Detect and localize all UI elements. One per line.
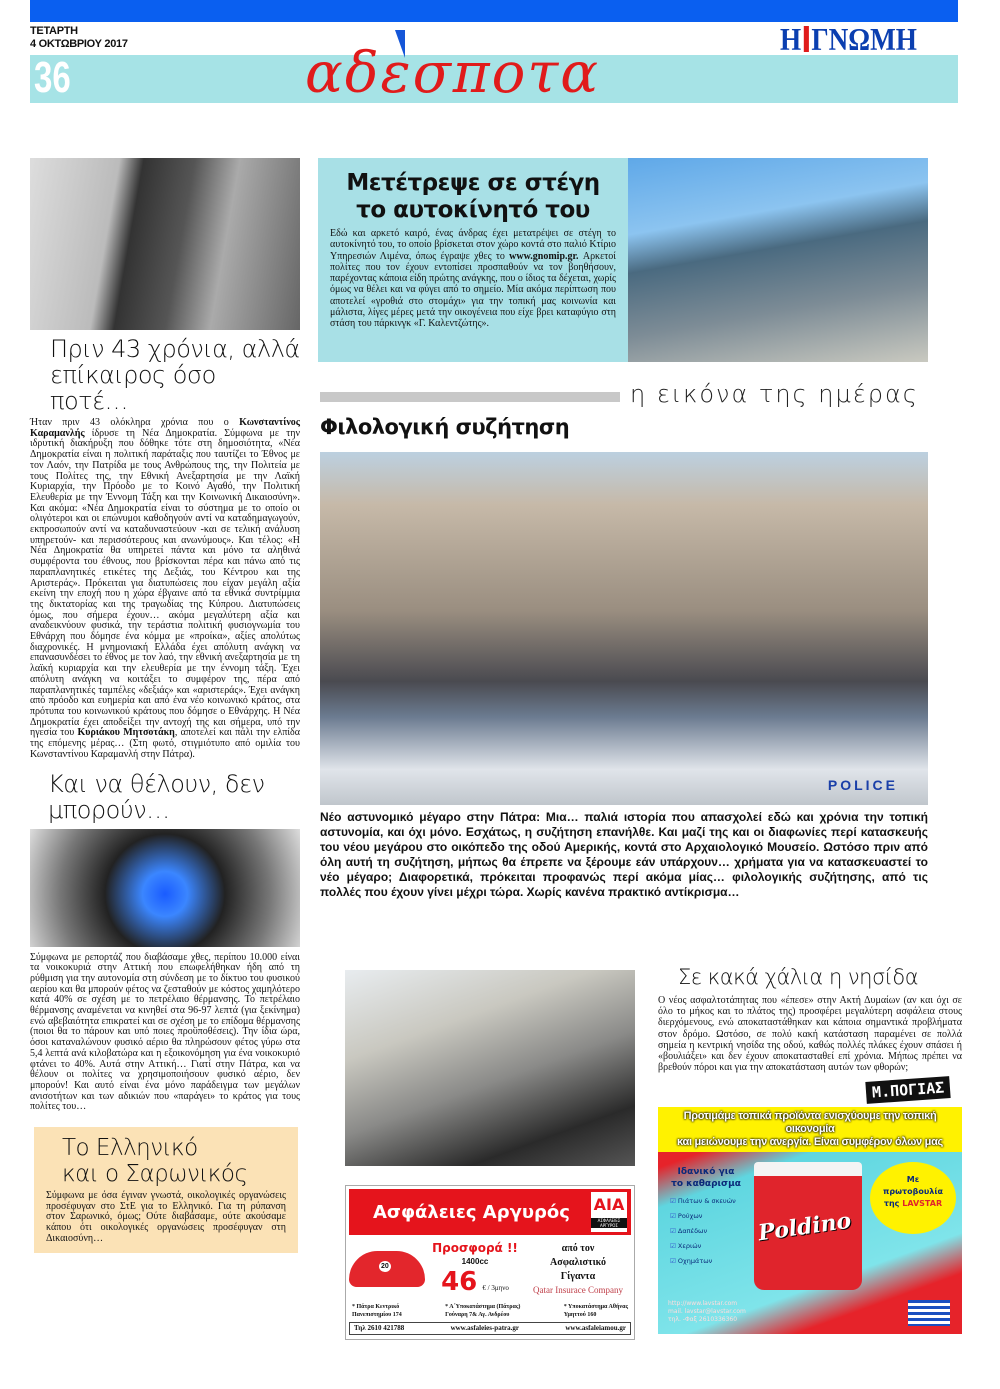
left-column [30,158,300,1253]
price: 46 [441,1267,478,1297]
article-body: Ο νέος ασφαλτοτάπητας που «έπεσε» στην Ακτή Δυμαίων (αν και όχι σε όλο το μήκος και το πλάτος της) προσφέρει μεγαλύτερη ασφάλεια στους διερχόμενους, ενώ αποκαταστάθηκαν και κάποια σημαντικά προβλήματα στον δρόμο. Ωστόσο, σε πολύ κακή κατάσταση παραμένει σε πολλά σημεία η κεντρική νησίδα της οδού, καθώς πολλές πλάκες έχουν σπάσει ή «βουλιάξει» και δεν έχουν αποκατασταθεί επί χρόνια. Μήπως πρέπει να βρεθούν πόροι και για την αποκατάσταση αυτών των φθορών; [658,995,962,1074]
karamanlis-photo [30,158,300,330]
issue-date [30,25,128,51]
branch: * Πάτρα Κεντρικό Πανεπιστημίου 174 [352,1304,402,1318]
offer-label: Προσφορά !! [432,1241,518,1255]
company-name: Qatar Insurace Company [533,1285,623,1295]
article-title: Μετέτρεψε σε στέγη το αυτοκίνητό του [346,170,600,223]
website-link: www.gnomip.gr. [509,250,579,262]
website-link[interactable]: www.asfaleiamou.gr [565,1324,626,1332]
article-title: Σε κακά χάλια η νησίδα [678,965,919,989]
use-item: ☑ Δαπέδων [670,1227,708,1236]
date: 4 ΟΚΤΩΒΡΙΟΥ 2017 [30,38,128,50]
phone: Τηλ 2610 421788 [354,1324,405,1332]
insurance-ad[interactable] [345,1185,635,1340]
sidebar-box [34,1127,298,1253]
offer-block [431,1241,519,1297]
right-bottom-column [658,964,962,1334]
article-body: Ήταν πριν 43 ολόκληρα χρόνια που ο Κωνσταντίνος Καραμανλής ίδρυσε τη Νέα Δημοκρατία. Σύμφωνα με την ιδρυτική διακήρυξη που δόθηκε τότε στη δημοσιότητα, «Νέα Δημοκρατία είναι η πολιτική παράταξις που ταυτίζει το Έθνος με τον Λαόν, την Πατρίδα με τους Ανθρώπους της, την Πολιτεία με τους Πολίτες της, την Εθνική Ανεξαρτησία με την Λαϊκή Κυριαρχία, την Πρόοδο με το Κοινό Αγαθό, την Πολιτική Ελευθερία με την Έννομη Τάξη και την Κοινωνική Δικαιοσύνη». Και ακόμα: «Νέα Δημοκρατία είναι το σύστημα με το οποίο οι ολιγότεροι και οι επώνυμοι καθοδηγούν αντί να καταδημαγωγούν, εκπροσωπούν αντί να καταδυναστεύουν -και σε τελική ανάλυση υπηρετούν- και περισσότερους και ανωνύμους». Και τέλος: «Η Νέα Δημοκρατία θα υπηρετεί πάντα και μόνο τα αληθινά συμφέροντα του έθνους, που βρίσκονται πέρα και πάνω από τις παραπλανητικές ετικέτες της Δεξιάς, του Κέντρου και της Αριστεράς». Πρόκειται για διατυπώσεις που είχαν μεγάλη αξία εκείνη την εποχή που η χώρα έβγαινε από τα εθνικά συντρίμμια της δικτατορίας και της τραγωδίας της Κύπρου. Διατυπώσεις όμως, που σήμερα έχουν… ακόμα μεγαλύτερη αξία και αναδεικνύουν φυσικά, την τεράστια πολιτική φυσιογνωμία του Εθνάρχη που δόμησε ένα κόμμα με «προίκα», αξίες απολύτως διαχρονικές. Η μνημονιακή Ελλάδα έχει απόλυτη ανάγκη να επανασυνδέσει το έθνος με τον λαό, την εθνική ανεξαρτησία με τη λαϊκή κυριαρχία και την ελευθερία με την έννομη τάξη. Έχει απόλυτη ανάγκη να κοιτάξει το συμφέρον της, πέρα από παραπλανητικές ταμπέλες «δεξιάς» και «αριστεράς». Έχει ανάγκη από πρόοδο και ευημερία και από ένα νέο κοινωνικό κράτος, στα πρότυπα του κοινωνικού κράτους που δόμησε ο Εθνάρχης. Η Νέα Δημοκρατία έχει αποδείξει την αντοχή της και σήμερα, υπό την ηγεσία του Κυριάκου Μητσοτάκη, αποτελεί και πάλι την ελπίδα της επόμενης μέρας… (Στη φωτό, στιγμιότυπο από ομιλία του Κωνσταντίνου Καραμανλή στην Πάτρα). [30,417,301,760]
picture-caption: Νέο αστυνομικό μέγαρο στην Πάτρα: Μια… παλιά ιστορία που απασχολεί εδώ και χρόνια την τοπική αστυνομία, και όχι μόνο. Εσχάτως, η συζήτηση επανήλθε. Και μαζί της και οι διαφωνίες περί κατασκευής του νέου μεγάρου στο οικόπεδο της οδού Αμερικής, κοντά στο Αρχαιολογικό Μουσείο. Ωστόσο πριν από όλη αυτή τη συζήτηση, μήπως θα έπρεπε να ξέρουμε εάν υπάρχουν… χρήματα για να κατασκευαστεί το νέο μέγαρο; Διαφορετικά, πρόκειται προφανώς περί ακόμα μίας… φιλολογικής συζήτησης, από τις πολλές που έχουν γίνει μέχρι τώρα. Χωρίς κανένα πρακτικό αντίκρισμα… [320,810,928,899]
featured-box [318,158,628,362]
initiative-badge: Με πρωτοβουλία της LAVSTAR [870,1162,956,1234]
divider-bar [320,392,620,402]
aia-logo: ΑΙΑ ΑΣΦΑΛΕΙΕΣ ΑΡΓΥΡΟΣ [591,1192,627,1232]
traffic-island-photo [345,970,635,1166]
article-body: Σύμφωνα με ρεπορτάζ που διαβάσαμε χθες, περίπου 10.000 είναι τα νοικοκυριά στην Αττική που επωφελήθηκαν ήδη από τη ρύθμιση για την αυτονομία στη σύνδεση με το δίκτυο του φυσικού αερίου και θα μπορούν φέτος να ζεσταθούν με κόστος χαμηλότερο κατά 40% σε σχέση με το πετρέλαιο θέρμανσης. Το πετρέλαιο θέρμανσης αναμένεται να κινηθεί στα 96-97 λεπτά (για ξεκίνημα) ενώ αβεβαιότητα επικρατεί και σε σχέση με το επίδομα θέρμανσης (ποιοι θα το πάρουν και υπό ποιες προϋποθέσεις). Την ίδια ώρα, όσοι καταναλώνουν φυσικό αέριο θα πληρώσουν φέτος γύρω στα 5,4 λεπτά ανά κιλοβατώρα και η εξοικονόμηση για ένα νοικοκυριό φτάνει το 40%. Αυτά στην Αττική… Γιατί στην Πάτρα, και να θέλουν οι πολίτες να χρησιμοποιήσουν φυσικό αέριο, δεν μπορούν! Και αυτό είναι ένα μόνο παράδειγμα των μεγάλων ανισοτήτων και των αδικιών που «παράγει» το κράτος για τους πολίτες του… [30,951,300,1113]
picture-of-day-label: η εικόνα της ημέρας [630,380,919,408]
engine-cc: 1400cc [461,1257,489,1266]
police-car-text: POLICE [827,777,898,793]
article-title: Και να θέλουν, δεν μπορούν… [48,769,265,824]
ad-header [349,1189,631,1235]
ad-tagline: από τον Ασφαλιστικό Γίγαντα Qatar Insurace Company [525,1242,631,1296]
use-item: ☑ Ρούχων [670,1212,703,1221]
lavstar-ad[interactable] [658,1107,962,1334]
greek-flag-icon [908,1300,950,1326]
offer-row [349,1241,631,1297]
price-unit: € / 3μηνο [482,1284,509,1292]
author-byline: Μ.ΠΟΓΙΑΣ [865,1077,951,1105]
ideal-for: Ιδανικό για το καθαρισμα [671,1167,741,1190]
website-link[interactable]: www.asfaleies-patra.gr [450,1324,519,1332]
section-title: αδεσποτα [305,41,601,106]
police-building-photo [320,452,928,805]
ad-title: Ασφάλειες Αργυρός [373,1201,570,1223]
contact-info: http://www.lavstar.com mail. lavstar@lavstar.com τηλ. -Φαξ 2610336360 [668,1300,746,1324]
port-building-photo [628,158,928,362]
top-color-bar [30,0,958,22]
newspaper-logo: Η ΓΝΩΜΗ [780,21,917,57]
branches [349,1303,631,1319]
poldino-bucket-icon: Poldino [754,1162,862,1290]
use-item: ☑ Χεριών [670,1242,702,1251]
ad-body [658,1152,962,1334]
gas-flame-house-image [30,829,300,947]
uses-list [670,1194,748,1269]
article-title: Το Ελληνικό και ο Σαρωνικός [62,1135,248,1188]
branch: * Υποκατάστημα Αθήνας Υμηττού 160 [563,1304,628,1318]
article-body: Σύμφωνα με όσα έγιναν γνωστά, οικολογικές οργανώσεις προσέφυγαν στο ΣτΕ για το Ελληνικό. Για τη ρύπανση στον Σαρωνικό, όμως; Ούτε διαβάσαμε, ούτε ακούσαμε κάπου ότι οικολογικές οργανώσεις προσέφυγαν στη Δικαιοσύνη… [46,1190,286,1244]
page-number: 36 [34,53,71,102]
contact-bar [349,1322,631,1335]
branch: * Α΄Υποκατάστημα (Πάτρας) Γούναρη 7& Αγ. Ανδρέου [445,1304,521,1318]
ad-banner: Προτιμάμε τοπικά προϊόντα ενισχύουμε την τοπική οικονομία και μειώνουμε την ανεργία. Είναι συμφέρον όλων μας [658,1107,962,1152]
picture-of-day-title: Φιλολογική συζήτηση [320,415,570,439]
use-item: ☑ Οχημάτων [670,1257,713,1266]
use-item: ☑ Πιάτων & σκευών [670,1197,736,1206]
day: ΤΕΤΑΡΤΗ [30,25,78,37]
article-body: Εδώ και αρκετό καιρό, ένας άνδρας έχει μετατρέψει σε στέγη το αυτοκίνητό του, το οποίο βρίσκεται στον χώρο κοντά στο παλιό Κτίριο Υπηρεσιών Λιμένα, όπως έγραψε χθες το www.gnomip.gr. Αρκετοί πολίτες που τον έχουν εντοπίσει προσπαθούν να τον βοηθήσουν, παρέχοντας κάποια είδη πρώτης ανάγκης, που ο ίδιος τα δέχεται, χωρίς όμως να θέλει και να φύγει από το σημείο. Μία ακόμα περίπτωση που αποτελεί «γροθιά στο στομάχι» για την τοπική μας κοινωνία και μάλιστα, λίγες μέρες μετά την οικογένεια που είχε βρει καταφύγιο στη στάση του πάρκινγκ «Γ. Καλεντζώτης». [330,228,617,330]
article-title: Πριν 43 χρόνια, αλλά επίκαιρος όσο ποτέ… [50,335,300,415]
red-car-icon: 20 [349,1251,425,1287]
section-accent-icon [395,30,405,58]
